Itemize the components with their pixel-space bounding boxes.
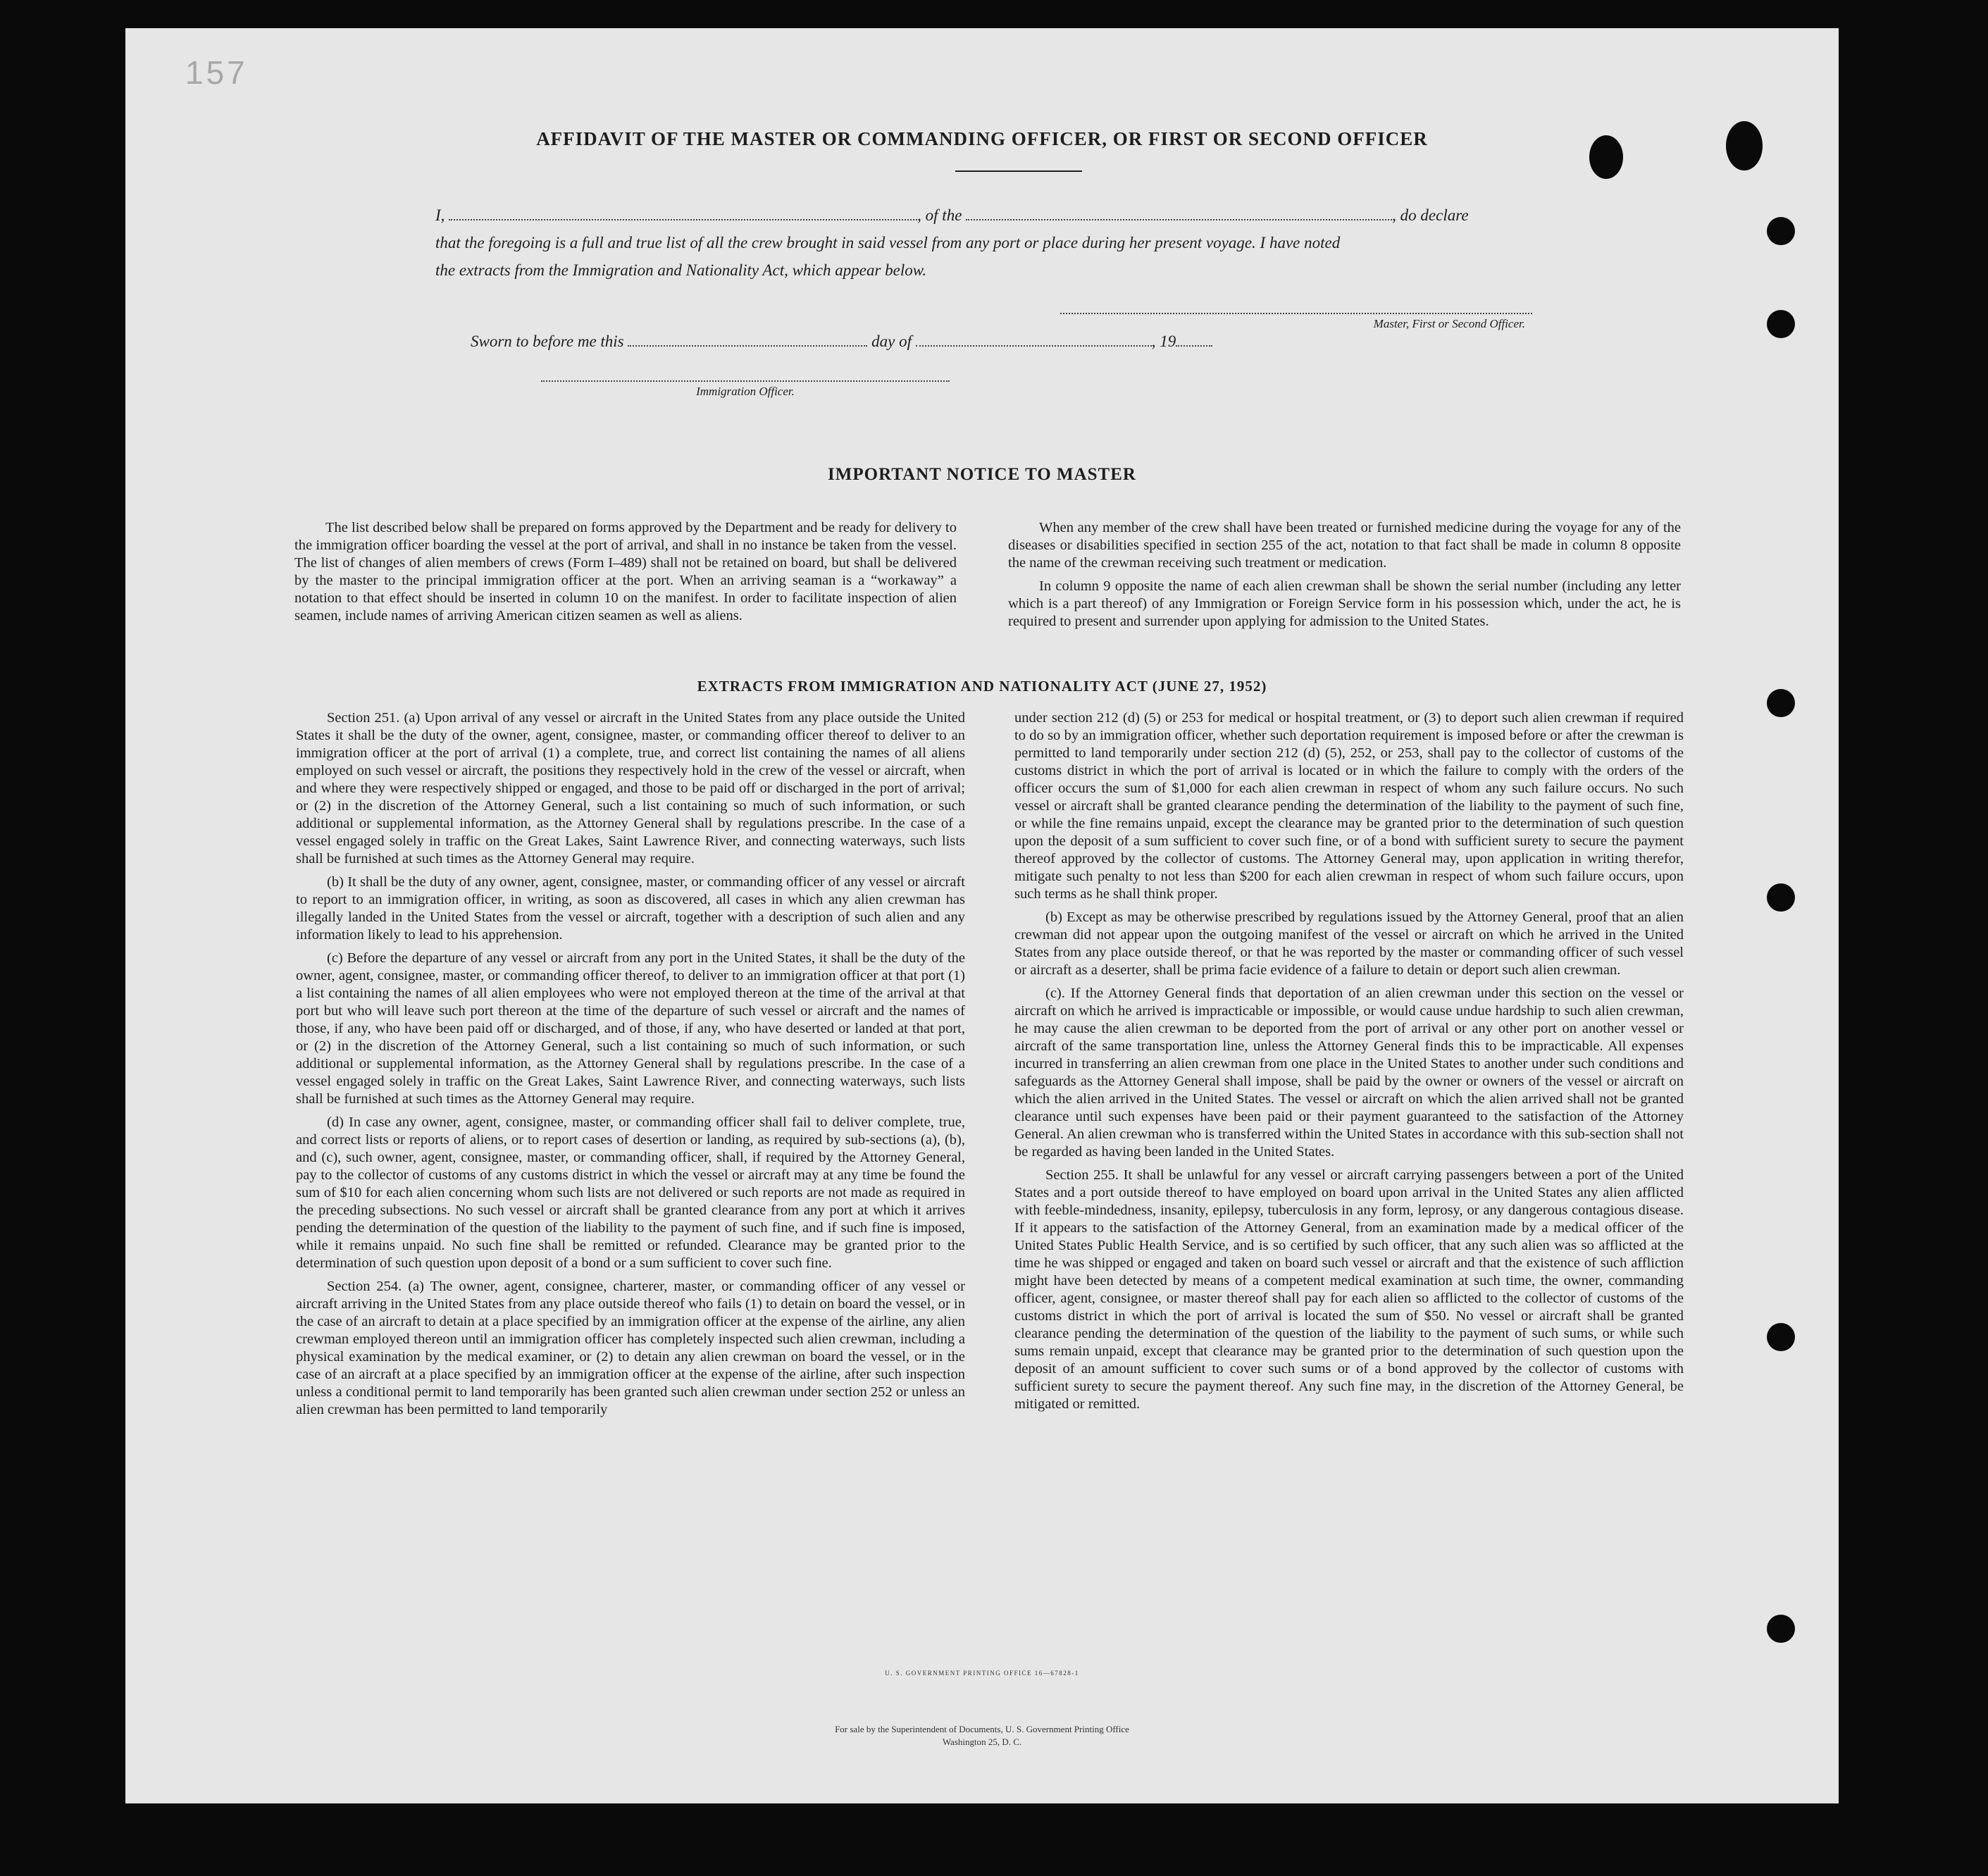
notice-left-paragraph: The list described below shall be prepared on forms approved by the Department and be ready for delivery to the immigration officer boarding the vessel at the port of arrival, and shall in no instance be taken from the vessel. The list of changes of alien members of crews (Form I–489) shall not be retained on board, but shall be delivered by the master to the principal immigration officer at the port. When an arriving seaman is a “workaway” a notation to that effect should be inserted in column 10 on the manifest. In order to facilitate inspection of alien seamen, include names of arriving American citizen seamen as well as aliens. xyxy=(294,520,957,623)
punch-hole xyxy=(1767,1615,1795,1643)
section-251-d: (d) In case any owner, agent, consignee, master, or commanding officer shall fail to deliver complete, true, and correct lists or reports of aliens, or to report cases of desertion or landing, as required by sub-sections (a), (b), and (c), such owner, agent, consignee, master, or commanding officer, shall, if required by the Attorney General, pay to the collector of customs of any customs district in which the vessel or aircraft may at any time be found the sum of $10 for each alien concerning whom such lists are not delivered or such reports are not made as required in the preceding subsections. No such vessel or aircraft shall be granted clearance from any port at which it arrives pending the determination of the question of the liability to the payment of such fine, and if such fine is imposed, while it remains unpaid. No such fine shall be remitted or refunded. Clearance may be granted prior to the determination of such question upon deposit of a bond or a sum sufficient to cover such fine. xyxy=(296,1114,965,1271)
gpo-imprint: U. S. GOVERNMENT PRINTING OFFICE 16—67828-1 xyxy=(885,1670,1079,1677)
punch-hole xyxy=(1767,689,1795,717)
section-254-c: (c). If the Attorney General finds that deportation of an alien crewman under this section on the vessel or aircraft on which he arrived is impracticable or impossible, or would cause undue hardship to such alien crewman, he may cause the alien crewman to be deported from the port of arrival or any other port on another vessel or aircraft of the same transportation line, unless the Attorney General finds this to be impracticable. All expenses incurred in transferring an alien crewman from one place in the United States to another under such conditions and safeguards as the Attorney General shall impose, shall be paid by the owner or owners of the vessel or aircraft on which the alien arrived in the United States. The vessel or aircraft on which the alien arrived shall not be granted clearance until such expenses have been paid or their payment guaranteed to the satisfaction of the Attorney General. An alien crewman who is transferred within the United States in accordance with this sub-section shall not be regarded as having been landed in the United States. xyxy=(1014,986,1684,1160)
sworn-label: Sworn to before me this xyxy=(471,333,624,350)
notice-right-paragraph-1: When any member of the crew shall have been treated or furnished medicine during the voyage for any of the diseases or disabilities specified in section 255 of the act, notation to that fact shall be made in column 8 opposite the name of the crewman receiving such treatment or medication. xyxy=(1008,520,1681,571)
section-251-c: (c) Before the departure of any vessel or aircraft from any port in the United States, it shall be the duty of the owner, agent, consignee, master, or commanding officer thereof, to deliver to an immigration officer at that port (1) a list containing the names of all alien employees who were not employed thereon at the time of the arrival at that port but who will leave such port thereon at the time of the departure of such vessel or aircraft and the names of those, if any, who have been paid off or discharged, and of those, if any, who have deserted or landed at that port, or (2) in the discretion of the Attorney General, such a list containing so much of such information, or such additional or supplemental information, as the Attorney General shall by regulations prescribe. In the case of a vessel engaged solely in traffic on the Great Lakes, Saint Lawrence River, and connecting waterways, such lists shall be furnished at such times as the Attorney General may require. xyxy=(296,950,965,1107)
signature-line[interactable] xyxy=(1060,313,1532,314)
sale-line-1: For sale by the Superintendent of Documents, U. S. Government Printing Office xyxy=(835,1724,1129,1734)
notice-right-paragraph-2: In column 9 opposite the name of each alien crewman shall be shown the serial number (including any letter which is a part thereof) of any Immigration or Foreign Service form in his possession which, under the act, he is required to present and surrender upon applying for admission to the United States. xyxy=(1008,578,1681,629)
title-rule xyxy=(955,170,1082,172)
immigration-officer-label: Immigration Officer. xyxy=(696,385,795,398)
declaration-line-3: the extracts from the Immigration and Nationality Act, which appear below. xyxy=(435,261,927,279)
year-label: , 19 xyxy=(1151,333,1176,350)
sworn-day-field[interactable] xyxy=(628,333,867,347)
section-251-a: Section 251. (a) Upon arrival of any vessel or aircraft in the United States from any place outside the United States it shall be the duty of the owner, agent, consignee, master, or commanding officer thereof to deliver to an immigration officer at the port of arrival (1) a complete, true, and correct list containing the names of all aliens employed on such vessel or aircraft, the positions they respectively hold in the crew of the vessel or aircraft, when and where they were respectively shipped or engaged, and those to be paid off or discharged in the port of arrival; or (2) in the discretion of the Attorney General, such a list containing so much of such information, or such additional or supplemental information, as the Attorney General shall by regulations prescribe. In the case of a vessel engaged solely in traffic on the Great Lakes, Saint Lawrence River, and connecting waterways, such lists shall be furnished at such times as the Attorney General may require. xyxy=(296,710,965,866)
form-page xyxy=(125,28,1839,1803)
immigration-officer-line[interactable] xyxy=(541,380,950,382)
margin-annotation: 157 xyxy=(185,54,248,91)
punch-hole xyxy=(1767,1323,1795,1351)
extracts-right-column xyxy=(1014,709,1684,1419)
declaration-block xyxy=(435,201,1696,284)
vessel-field[interactable] xyxy=(966,206,1392,220)
sale-notice xyxy=(125,1723,1839,1748)
name-field[interactable] xyxy=(449,206,917,220)
section-254-b: (b) Except as may be otherwise prescribed by regulations issued by the Attorney General, proof that an alien crewman did not appear upon the outgoing manifest of the vessel or aircraft on which he arrived in the United States from any place outside thereof, or that he was reported by the master or commanding officer of such vessel or aircraft as a deserter, shall be prima facie evidence of a failure to detain or deport such alien crewman. xyxy=(1014,909,1684,978)
notice-title: IMPORTANT NOTICE TO MASTER xyxy=(828,465,1136,484)
sworn-line xyxy=(471,333,1212,351)
sworn-month-field[interactable] xyxy=(916,333,1152,347)
declaration-line-1 xyxy=(435,201,1696,229)
section-255: Section 255. It shall be unlawful for any vessel or aircraft carrying passengers between a port of the United States and a port outside thereof to have employed on board upon arrival in the United States any alien afflicted with feeble-mindedness, insanity, epilepsy, tuberculosis in any form, leprosy, or any dangerous contagious disease. If it appears to the satisfaction of the Attorney General, from an examination made by a medical officer of the United States Public Health Service, and is so certified by such officer, that any such alien was so afflicted at the time he was shipped or engaged and taken on board such vessel or aircraft and that the existence of such affliction might have been detected by means of a competent medical examination at such time, the owner, commanding officer, agent, consignee, or master thereof shall pay for each alien so afflicted to the collector of customs of the customs district in which the port of arrival is located the sum of $50. No vessel or aircraft shall be granted clearance pending the determination of the question of the liability to the payment of such sums, or while such sums remain unpaid, except that clearance may be granted prior to the determination of such question upon the deposit of an amount sufficient to cover such sums or of a bond approved by the collector of customs with sufficient surety to secure the payment thereof. Any such fine may, in the discretion of the Attorney General, be mitigated or remitted. xyxy=(1014,1167,1684,1412)
ink-blot xyxy=(1726,121,1763,170)
sworn-year-field[interactable] xyxy=(1176,333,1212,347)
notice-right-column xyxy=(1008,519,1681,636)
ink-blot xyxy=(1589,135,1623,179)
declaration-line-2: that the foregoing is a full and true list of all the crew brought in said vessel from any port or place during her present voyage. I have noted xyxy=(435,234,1341,251)
i-label: I, xyxy=(435,206,445,224)
do-declare-label: , do declare xyxy=(1392,206,1469,224)
sale-line-2: Washington 25, D. C. xyxy=(942,1737,1022,1747)
extracts-left-column xyxy=(296,709,965,1424)
notice-left-column xyxy=(294,519,957,630)
of-the-label: , of the xyxy=(917,206,962,224)
section-254-a-continued: under section 212 (d) (5) or 253 for medical or hospital treatment, or (3) to deport such alien crewman if required to do so by an immigration officer, whether such deportation requirement is imposed before or after the crewman is permitted to land temporarily under section 212 (d) (5), 252, or 253, shall pay to the collector of customs of the customs district in which the port of arrival is located or in which the failure to comply with the orders of the officer occurs the sum of $1,000 for each alien crewman in respect of whom any such failure occurs. No such vessel or aircraft shall be granted clearance pending the determination of the liability to the payment of such fine, or while the fine remains unpaid, except the clearance may be granted prior to the determination of such question upon the deposit of a sum sufficient to cover such fine, or of a bond with sufficient surety to secure the payment thereof approved by the collector of customs. The Attorney General may, upon application in writing therefor, mitigate such penalty to not less than $200 for each alien crewman in respect of whom such failure occurs, upon such terms as he shall think proper. xyxy=(1014,710,1684,902)
section-254-a: Section 254. (a) The owner, agent, consignee, charterer, master, or commanding officer of any vessel or aircraft arriving in the United States from any place outside thereof who fails (1) to detain on board the vessel, or in the case of an aircraft to detain at a place specified by an immigration officer at the expense of the airline, any alien crewman employed thereon until an immigration officer has completely inspected such alien crewman, including a physical examination by the medical examiner, or (2) to detain any alien crewman on board the vessel, or in the case of an aircraft at a place specified by an immigration officer at the expense of the airline, after such inspection unless a conditional permit to land temporarily has been granted such alien crewman under section 252 or unless an alien crewman has been permitted to land temporarily xyxy=(296,1279,965,1417)
punch-hole xyxy=(1767,217,1795,245)
punch-hole xyxy=(1767,883,1795,912)
punch-hole xyxy=(1767,310,1795,338)
affidavit-title: AFFIDAVIT OF THE MASTER OR COMMANDING OFFICER, OR FIRST OR SECOND OFFICER xyxy=(536,128,1428,149)
section-251-b: (b) It shall be the duty of any owner, agent, consignee, master, or commanding officer of any vessel or aircraft to report to an immigration officer, in writing, as soon as discovered, all cases in which any alien crewman has illegally landed in the United States from the vessel or aircraft, together with a description of such alien and any information likely to lead to his apprehension. xyxy=(296,874,965,943)
day-of-label: day of xyxy=(871,333,912,350)
extracts-title: EXTRACTS FROM IMMIGRATION AND NATIONALITY ACT (JUNE 27, 1952) xyxy=(697,678,1267,695)
signature-label: Master, First or Second Officer. xyxy=(1373,317,1525,330)
